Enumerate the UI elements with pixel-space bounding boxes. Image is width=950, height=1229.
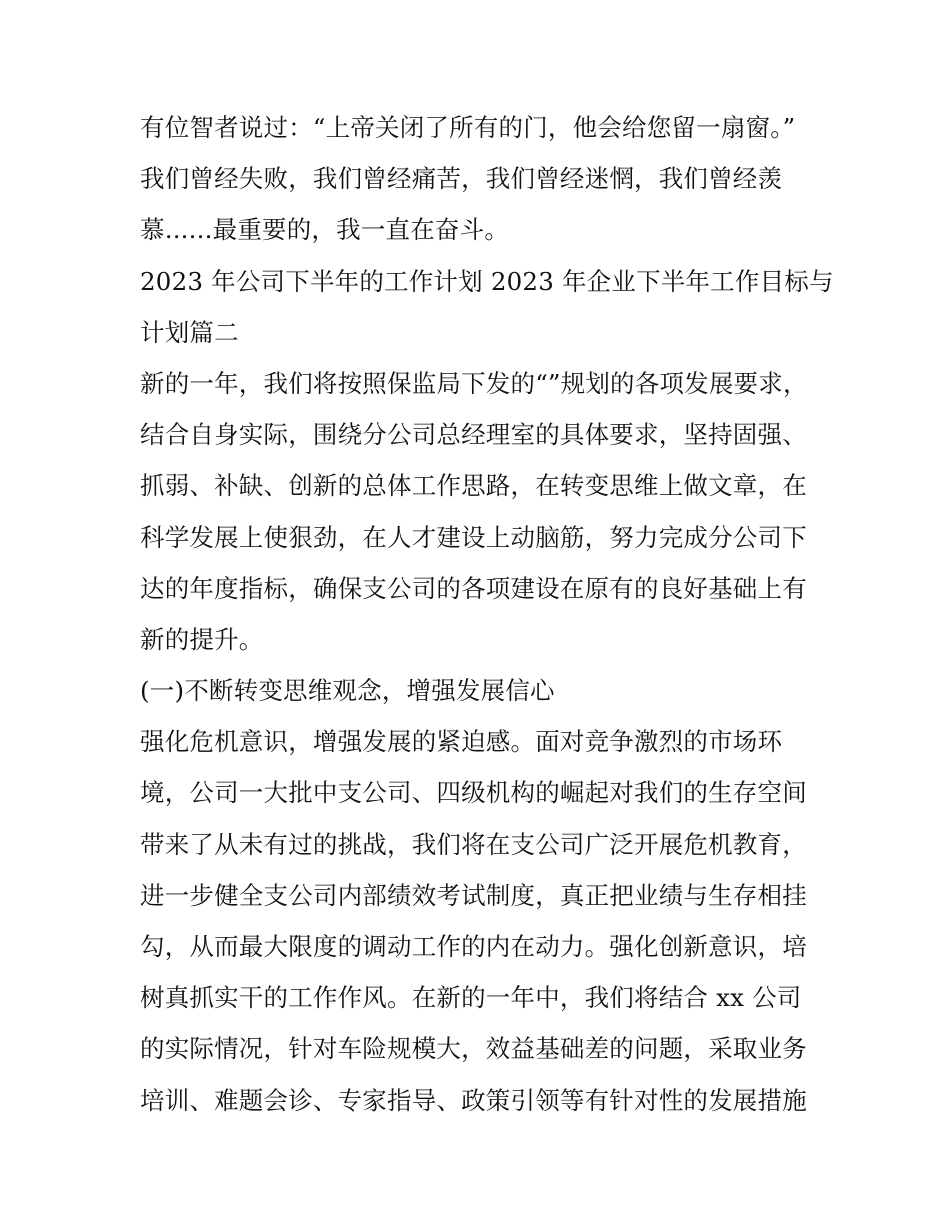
text-line: 的实际情况，针对车险规模大，效益基础差的问题，采取业务 xyxy=(140,1034,807,1064)
text-line: 新的一年，我们将按照保监局下发的“”规划的各项发展要求， xyxy=(140,368,808,398)
section-title-line: 计划篇二 xyxy=(140,317,239,347)
text-line: 科学发展上使狠劲，在人才建设上动脑筋，努力完成分公司下 xyxy=(140,522,807,552)
text-line: 强化危机意识，增强发展的紧迫感。面对竞争激烈的市场环 xyxy=(140,727,783,757)
document-body xyxy=(140,102,834,1126)
text-line: 培训、难题会诊、专家指导、政策引领等有针对性的发展措施 xyxy=(140,1085,807,1115)
text-line: 慕......最重要的，我一直在奋斗。 xyxy=(140,215,510,245)
text-line: 抓弱、补缺、创新的总体工作思路，在转变思维上做文章，在 xyxy=(140,471,807,501)
text-line: 我们曾经失败，我们曾经痛苦，我们曾经迷惘，我们曾经羡 xyxy=(140,164,783,194)
section-title-line: 2023 年公司下半年的工作计划 2023 年企业下半年工作目标与 xyxy=(140,266,834,296)
text-line: 境，公司一大批中支公司、四级机构的崛起对我们的生存空间 xyxy=(140,778,807,808)
text-line: 带来了从未有过的挑战，我们将在支公司广泛开展危机教育， xyxy=(140,829,807,859)
text-line: 结合自身实际，围绕分公司总经理室的具体要求，坚持固强、 xyxy=(140,420,807,450)
text-line: 新的提升。 xyxy=(140,624,264,654)
text-line: 达的年度指标，确保支公司的各项建设在原有的良好基础上有 xyxy=(140,573,807,603)
text-line: 树真抓实干的工作作风。在新的一年中，我们将结合 xx 公司 xyxy=(140,983,802,1013)
subheading-line: (一)不断转变思维观念，增强发展信心 xyxy=(140,676,555,706)
text-line: 有位智者说过：“上帝关闭了所有的门，他会给您留一扇窗。” xyxy=(140,113,796,142)
text-line: 勾，从而最大限度的调动工作的内在动力。强化创新意识，培 xyxy=(140,932,807,961)
text-line: 进一步健全支公司内部绩效考试制度，真正把业绩与生存相挂 xyxy=(140,880,807,910)
